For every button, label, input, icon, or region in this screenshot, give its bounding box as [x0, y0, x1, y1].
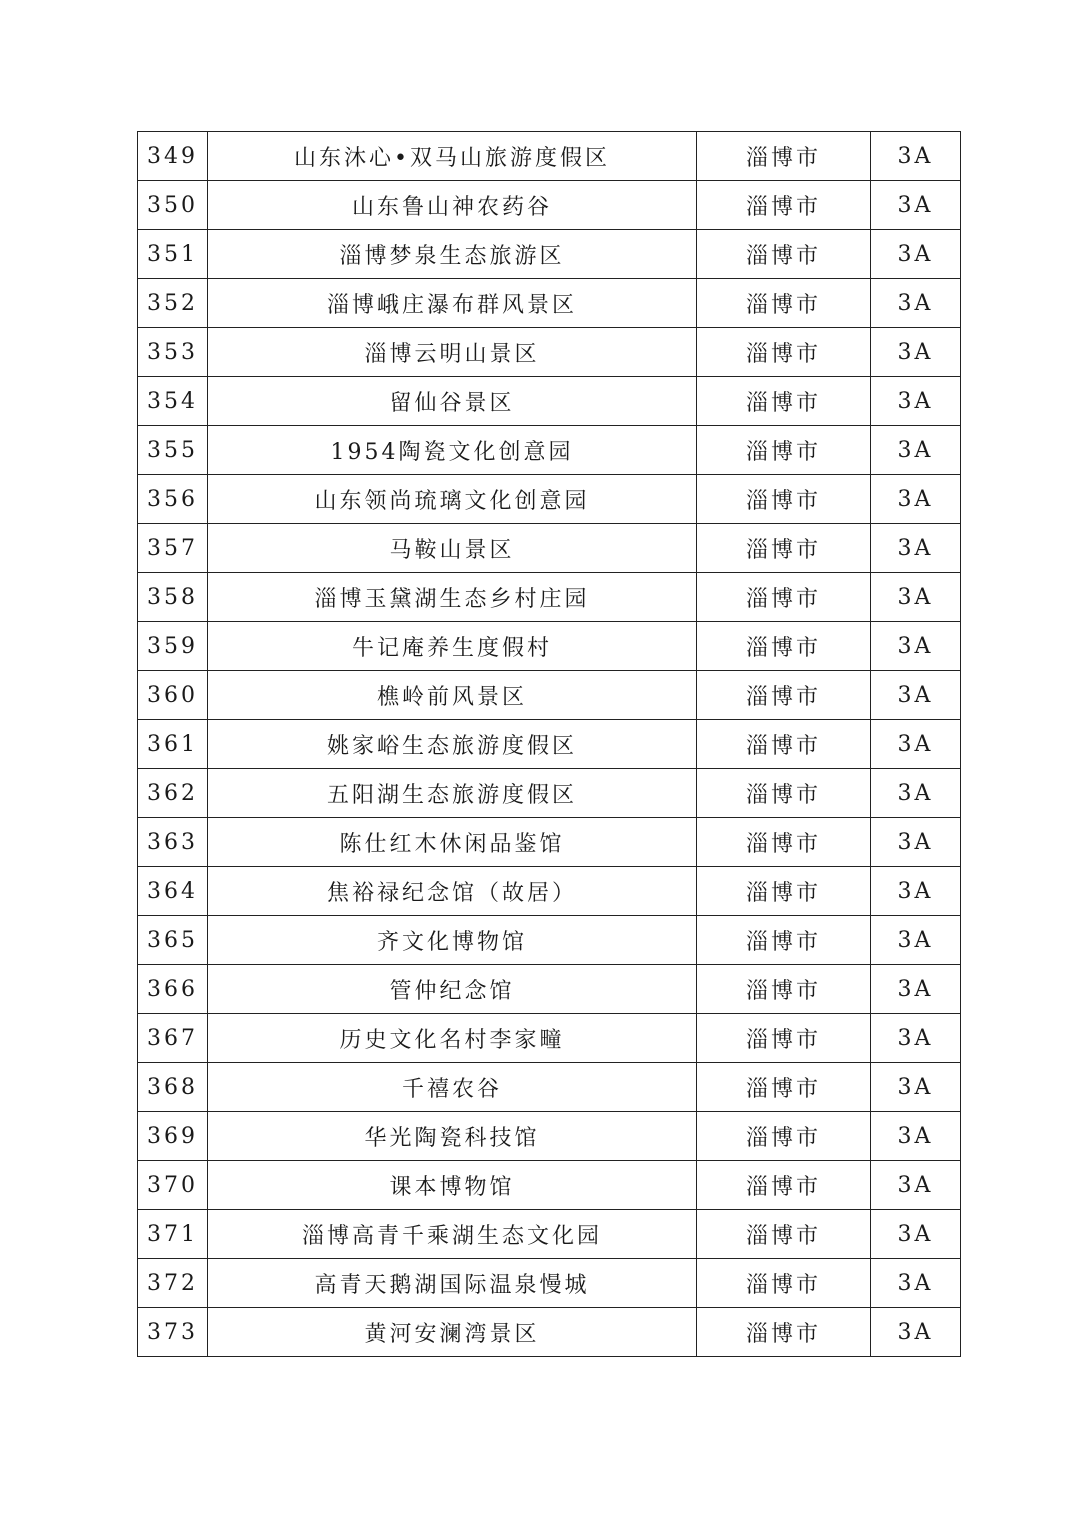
scenic-spot-table — [137, 131, 961, 1357]
row-number-cell: 366 — [138, 965, 208, 1014]
row-number-cell: 370 — [138, 1161, 208, 1210]
rating-level-cell: 3A — [871, 475, 961, 524]
table-row — [138, 1014, 961, 1063]
scenic-spot-name-cell: 留仙谷景区 — [208, 377, 697, 426]
table-row — [138, 573, 961, 622]
city-cell: 淄博市 — [697, 965, 871, 1014]
row-number-cell: 364 — [138, 867, 208, 916]
scenic-spot-name-cell: 淄博云明山景区 — [208, 328, 697, 377]
rating-level-cell: 3A — [871, 1259, 961, 1308]
row-number-cell: 369 — [138, 1112, 208, 1161]
table-row — [138, 1308, 961, 1357]
scenic-spot-name-cell: 山东沐心•双马山旅游度假区 — [208, 132, 697, 181]
rating-level-cell: 3A — [871, 916, 961, 965]
scenic-spot-name-cell: 陈仕红木休闲品鉴馆 — [208, 818, 697, 867]
scenic-spot-name-cell: 淄博玉黛湖生态乡村庄园 — [208, 573, 697, 622]
scenic-spot-name-cell: 1954陶瓷文化创意园 — [208, 426, 697, 475]
city-cell: 淄博市 — [697, 1112, 871, 1161]
rating-level-cell: 3A — [871, 720, 961, 769]
table-row — [138, 720, 961, 769]
table-row — [138, 769, 961, 818]
table-row — [138, 622, 961, 671]
row-number-cell: 361 — [138, 720, 208, 769]
rating-level-cell: 3A — [871, 1014, 961, 1063]
table-row — [138, 867, 961, 916]
rating-level-cell: 3A — [871, 573, 961, 622]
rating-level-cell: 3A — [871, 867, 961, 916]
scenic-spot-name-cell: 淄博峨庄瀑布群风景区 — [208, 279, 697, 328]
city-cell: 淄博市 — [697, 916, 871, 965]
rating-level-cell: 3A — [871, 132, 961, 181]
city-cell: 淄博市 — [697, 573, 871, 622]
city-cell: 淄博市 — [697, 181, 871, 230]
rating-level-cell: 3A — [871, 671, 961, 720]
city-cell: 淄博市 — [697, 1308, 871, 1357]
table-row — [138, 279, 961, 328]
row-number-cell: 355 — [138, 426, 208, 475]
table-row — [138, 916, 961, 965]
row-number-cell: 363 — [138, 818, 208, 867]
row-number-cell: 368 — [138, 1063, 208, 1112]
scenic-spot-name-cell: 五阳湖生态旅游度假区 — [208, 769, 697, 818]
row-number-cell: 359 — [138, 622, 208, 671]
city-cell: 淄博市 — [697, 230, 871, 279]
rating-level-cell: 3A — [871, 524, 961, 573]
row-number-cell: 360 — [138, 671, 208, 720]
scenic-spot-name-cell: 课本博物馆 — [208, 1161, 697, 1210]
city-cell: 淄博市 — [697, 426, 871, 475]
city-cell: 淄博市 — [697, 1259, 871, 1308]
city-cell: 淄博市 — [697, 720, 871, 769]
city-cell: 淄博市 — [697, 1210, 871, 1259]
city-cell: 淄博市 — [697, 524, 871, 573]
table-row — [138, 475, 961, 524]
table-row — [138, 181, 961, 230]
rating-level-cell: 3A — [871, 1112, 961, 1161]
table-row — [138, 1161, 961, 1210]
rating-level-cell: 3A — [871, 965, 961, 1014]
table-row — [138, 1259, 961, 1308]
rating-level-cell: 3A — [871, 181, 961, 230]
city-cell: 淄博市 — [697, 818, 871, 867]
rating-level-cell: 3A — [871, 377, 961, 426]
row-number-cell: 365 — [138, 916, 208, 965]
city-cell: 淄博市 — [697, 867, 871, 916]
city-cell: 淄博市 — [697, 671, 871, 720]
row-number-cell: 356 — [138, 475, 208, 524]
scenic-spot-name-cell: 高青天鹅湖国际温泉慢城 — [208, 1259, 697, 1308]
row-number-cell: 373 — [138, 1308, 208, 1357]
row-number-cell: 351 — [138, 230, 208, 279]
city-cell: 淄博市 — [697, 475, 871, 524]
city-cell: 淄博市 — [697, 377, 871, 426]
row-number-cell: 372 — [138, 1259, 208, 1308]
rating-level-cell: 3A — [871, 769, 961, 818]
rating-level-cell: 3A — [871, 1308, 961, 1357]
rating-level-cell: 3A — [871, 426, 961, 475]
table-row — [138, 230, 961, 279]
row-number-cell: 352 — [138, 279, 208, 328]
table-body — [138, 132, 961, 1357]
city-cell: 淄博市 — [697, 279, 871, 328]
row-number-cell: 362 — [138, 769, 208, 818]
rating-level-cell: 3A — [871, 1161, 961, 1210]
rating-level-cell: 3A — [871, 818, 961, 867]
city-cell: 淄博市 — [697, 1161, 871, 1210]
scenic-spot-name-cell: 姚家峪生态旅游度假区 — [208, 720, 697, 769]
scenic-spot-name-cell: 樵岭前风景区 — [208, 671, 697, 720]
table-row — [138, 524, 961, 573]
city-cell: 淄博市 — [697, 1063, 871, 1112]
table-row — [138, 1210, 961, 1259]
scenic-spot-name-cell: 千禧农谷 — [208, 1063, 697, 1112]
city-cell: 淄博市 — [697, 769, 871, 818]
table-row — [138, 818, 961, 867]
city-cell: 淄博市 — [697, 328, 871, 377]
scenic-spot-name-cell: 华光陶瓷科技馆 — [208, 1112, 697, 1161]
scenic-spot-name-cell: 牛记庵养生度假村 — [208, 622, 697, 671]
city-cell: 淄博市 — [697, 622, 871, 671]
scenic-spot-name-cell: 山东鲁山神农药谷 — [208, 181, 697, 230]
city-cell: 淄博市 — [697, 1014, 871, 1063]
city-cell: 淄博市 — [697, 132, 871, 181]
row-number-cell: 357 — [138, 524, 208, 573]
scenic-spot-name-cell: 淄博梦泉生态旅游区 — [208, 230, 697, 279]
table-row — [138, 1112, 961, 1161]
row-number-cell: 349 — [138, 132, 208, 181]
row-number-cell: 367 — [138, 1014, 208, 1063]
table-row — [138, 328, 961, 377]
rating-level-cell: 3A — [871, 1210, 961, 1259]
table-row — [138, 426, 961, 475]
scenic-spot-name-cell: 历史文化名村李家疃 — [208, 1014, 697, 1063]
row-number-cell: 358 — [138, 573, 208, 622]
rating-level-cell: 3A — [871, 622, 961, 671]
row-number-cell: 371 — [138, 1210, 208, 1259]
rating-level-cell: 3A — [871, 279, 961, 328]
scenic-spot-name-cell: 焦裕禄纪念馆（故居） — [208, 867, 697, 916]
table-row — [138, 132, 961, 181]
scenic-spot-name-cell: 马鞍山景区 — [208, 524, 697, 573]
table-row — [138, 1063, 961, 1112]
table-row — [138, 671, 961, 720]
scenic-spot-name-cell: 黄河安澜湾景区 — [208, 1308, 697, 1357]
rating-level-cell: 3A — [871, 328, 961, 377]
scenic-spot-name-cell: 管仲纪念馆 — [208, 965, 697, 1014]
scenic-spot-name-cell: 淄博高青千乘湖生态文化园 — [208, 1210, 697, 1259]
row-number-cell: 353 — [138, 328, 208, 377]
table-row — [138, 965, 961, 1014]
rating-level-cell: 3A — [871, 1063, 961, 1112]
rating-level-cell: 3A — [871, 230, 961, 279]
scenic-spot-name-cell: 山东领尚琉璃文化创意园 — [208, 475, 697, 524]
row-number-cell: 350 — [138, 181, 208, 230]
scenic-spot-name-cell: 齐文化博物馆 — [208, 916, 697, 965]
row-number-cell: 354 — [138, 377, 208, 426]
table-row — [138, 377, 961, 426]
